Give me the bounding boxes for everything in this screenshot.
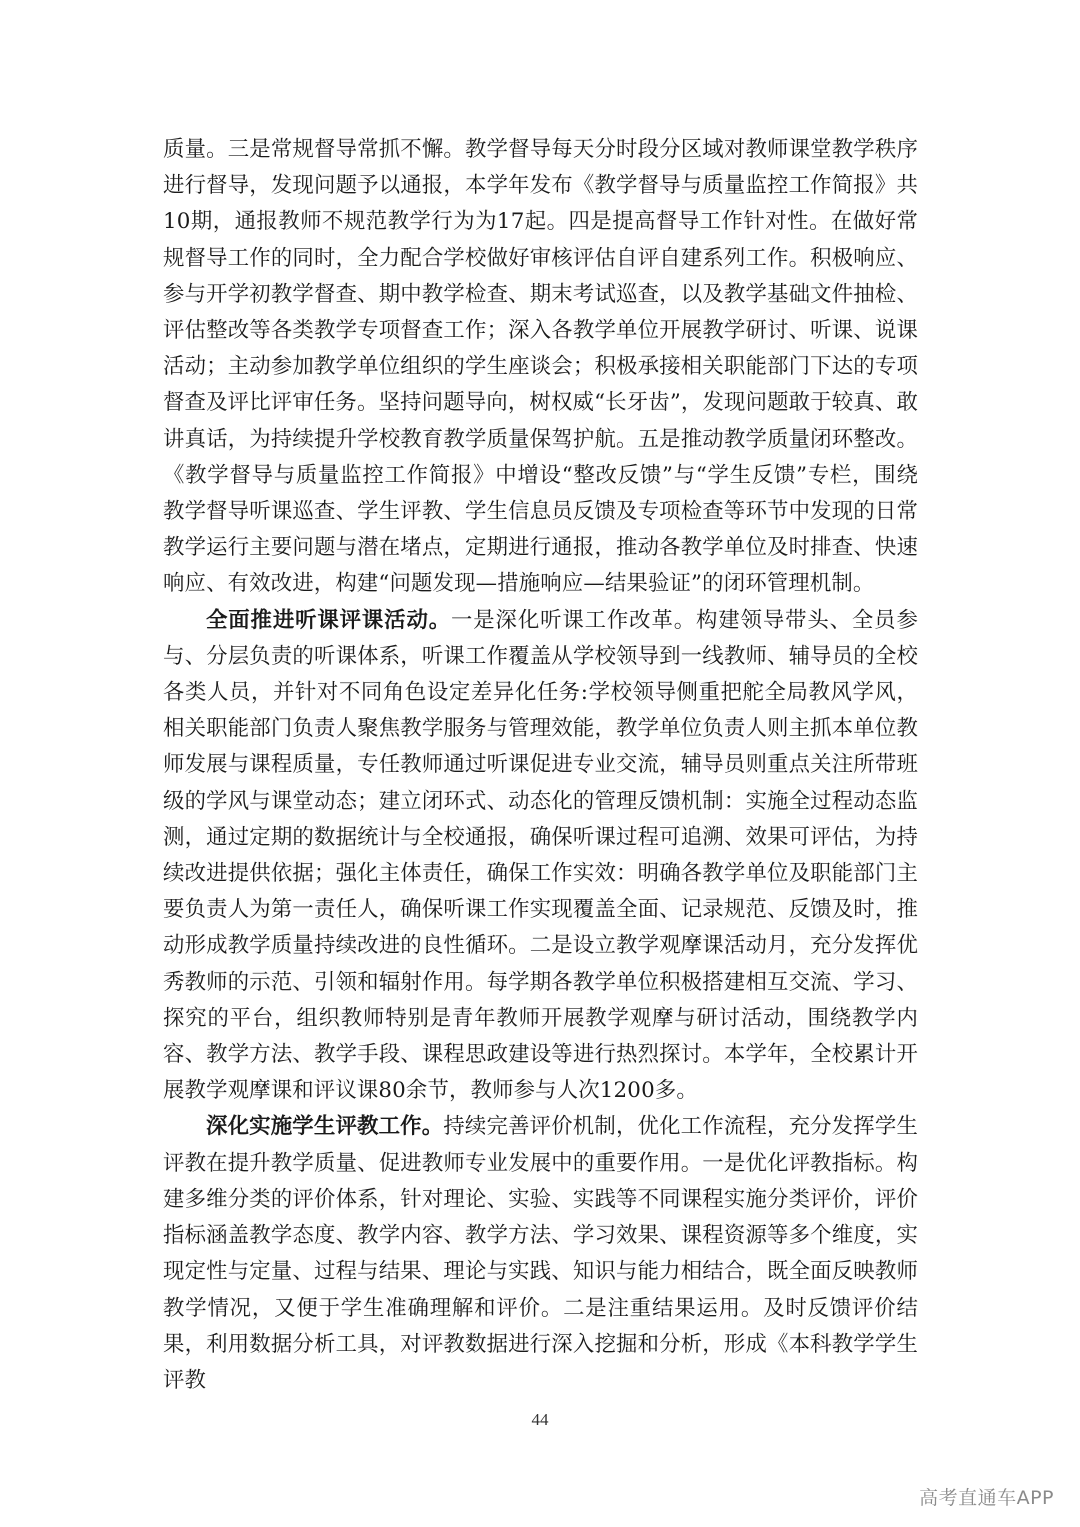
watermark-text: 高考直通车APP	[919, 1487, 1054, 1509]
paragraph-continued	[163, 132, 918, 603]
paragraph-lead: 全面推进听课评课活动。	[206, 607, 451, 633]
page-number: 44	[531, 1410, 549, 1429]
paragraph-text: 质量。三是常规督导常抓不懈。教学督导每天分时段分区域对教师课堂教学秩序进行督导，发现问题予以通报，本学年发布《教学督导与质量监控工作简报》共10期，通报教师不规范教学行为为17起。四是提高督导工作针对性。在做好常规督导工作的同时，全力配合学校做好审核评估自评自建系列工作。积极响应、参与开学初教学督查、期中教学检查、期末考试巡查，以及教学基础文件抽检、评估整改等各类教学专项督查工作；深入各教学单位开展教学研讨、听课、说课活动；主动参加教学单位组织的学生座谈会；积极承接相关职能部门下达的专项督查及评比评审任务。坚持问题导向，树权威“长牙齿”，发现问题敢于较真、敢讲真话，为持续提升学校教育教学质量保驾护航。五是推动教学质量闭环整改。《教学督导与质量监控工作简报》中增设“整改反馈”与“学生反馈”专栏，围绕教学督导听课巡查、学生评教、学生信息员反馈及专项检查等环节中发现的日常教学运行主要问题与潜在堵点，定期进行通报，推动各教学单位及时排查、快速响应、有效改进，构建“问题发现—措施响应—结果验证”的闭环管理机制。	[163, 137, 918, 597]
paragraph-text: 一是深化听课工作改革。构建领导带头、全员参与、分层负责的听课体系，听课工作覆盖从学校领导到一线教师、辅导员的全校各类人员，并针对不同角色设定差异化任务:学校领导侧重把舵全局教风学风，相关职能部门负责人聚焦教学服务与管理效能，教学单位负责人则主抓本单位教师发展与课程质量，专任教师通过听课促进专业交流，辅导员则重点关注所带班级的学风与课堂动态；建立闭环式、动态化的管理反馈机制：实施全过程动态监测，通过定期的数据统计与全校通报，确保听课过程可追溯、效果可评估，为持续改进提供依据；强化主体责任，确保工作实效：明确各教学单位及职能部门主要负责人为第一责任人，确保听课工作实现覆盖全面、记录规范、反馈及时，推动形成教学质量持续改进的良性循环。二是设立教学观摩课活动月，充分发挥优秀教师的示范、引领和辐射作用。每学期各教学单位积极搭建相互交流、学习、探究的平台，组织教师特别是青年教师开展教学观摩与研讨活动，围绕教学内容、教学方法、教学手段、课程思政建设等进行热烈探讨。本学年，全校累计开展教学观摩课和评议课80余节，教师参与人次1200多。	[163, 607, 918, 1104]
paragraph-lead: 深化实施学生评教工作。	[206, 1114, 444, 1140]
document-body	[163, 132, 918, 1399]
paragraph-student-evaluation	[163, 1109, 918, 1399]
paragraph-lecture-evaluation	[163, 603, 918, 1110]
paragraph-text: 持续完善评价机制，优化工作流程，充分发挥学生评教在提升教学质量、促进教师专业发展中的重要作用。一是优化评教指标。构建多维分类的评价体系，针对理论、实验、实践等不同课程实施分类评价，评价指标涵盖教学态度、教学内容、教学方法、学习效果、课程资源等多个维度，实现定性与定量、过程与结果、理论与实践、知识与能力相结合，既全面反映教师教学情况，又便于学生准确理解和评价。二是注重结果运用。及时反馈评价结果，利用数据分析工具，对评教数据进行深入挖掘和分析，形成《本科教学学生评教	[163, 1114, 918, 1393]
